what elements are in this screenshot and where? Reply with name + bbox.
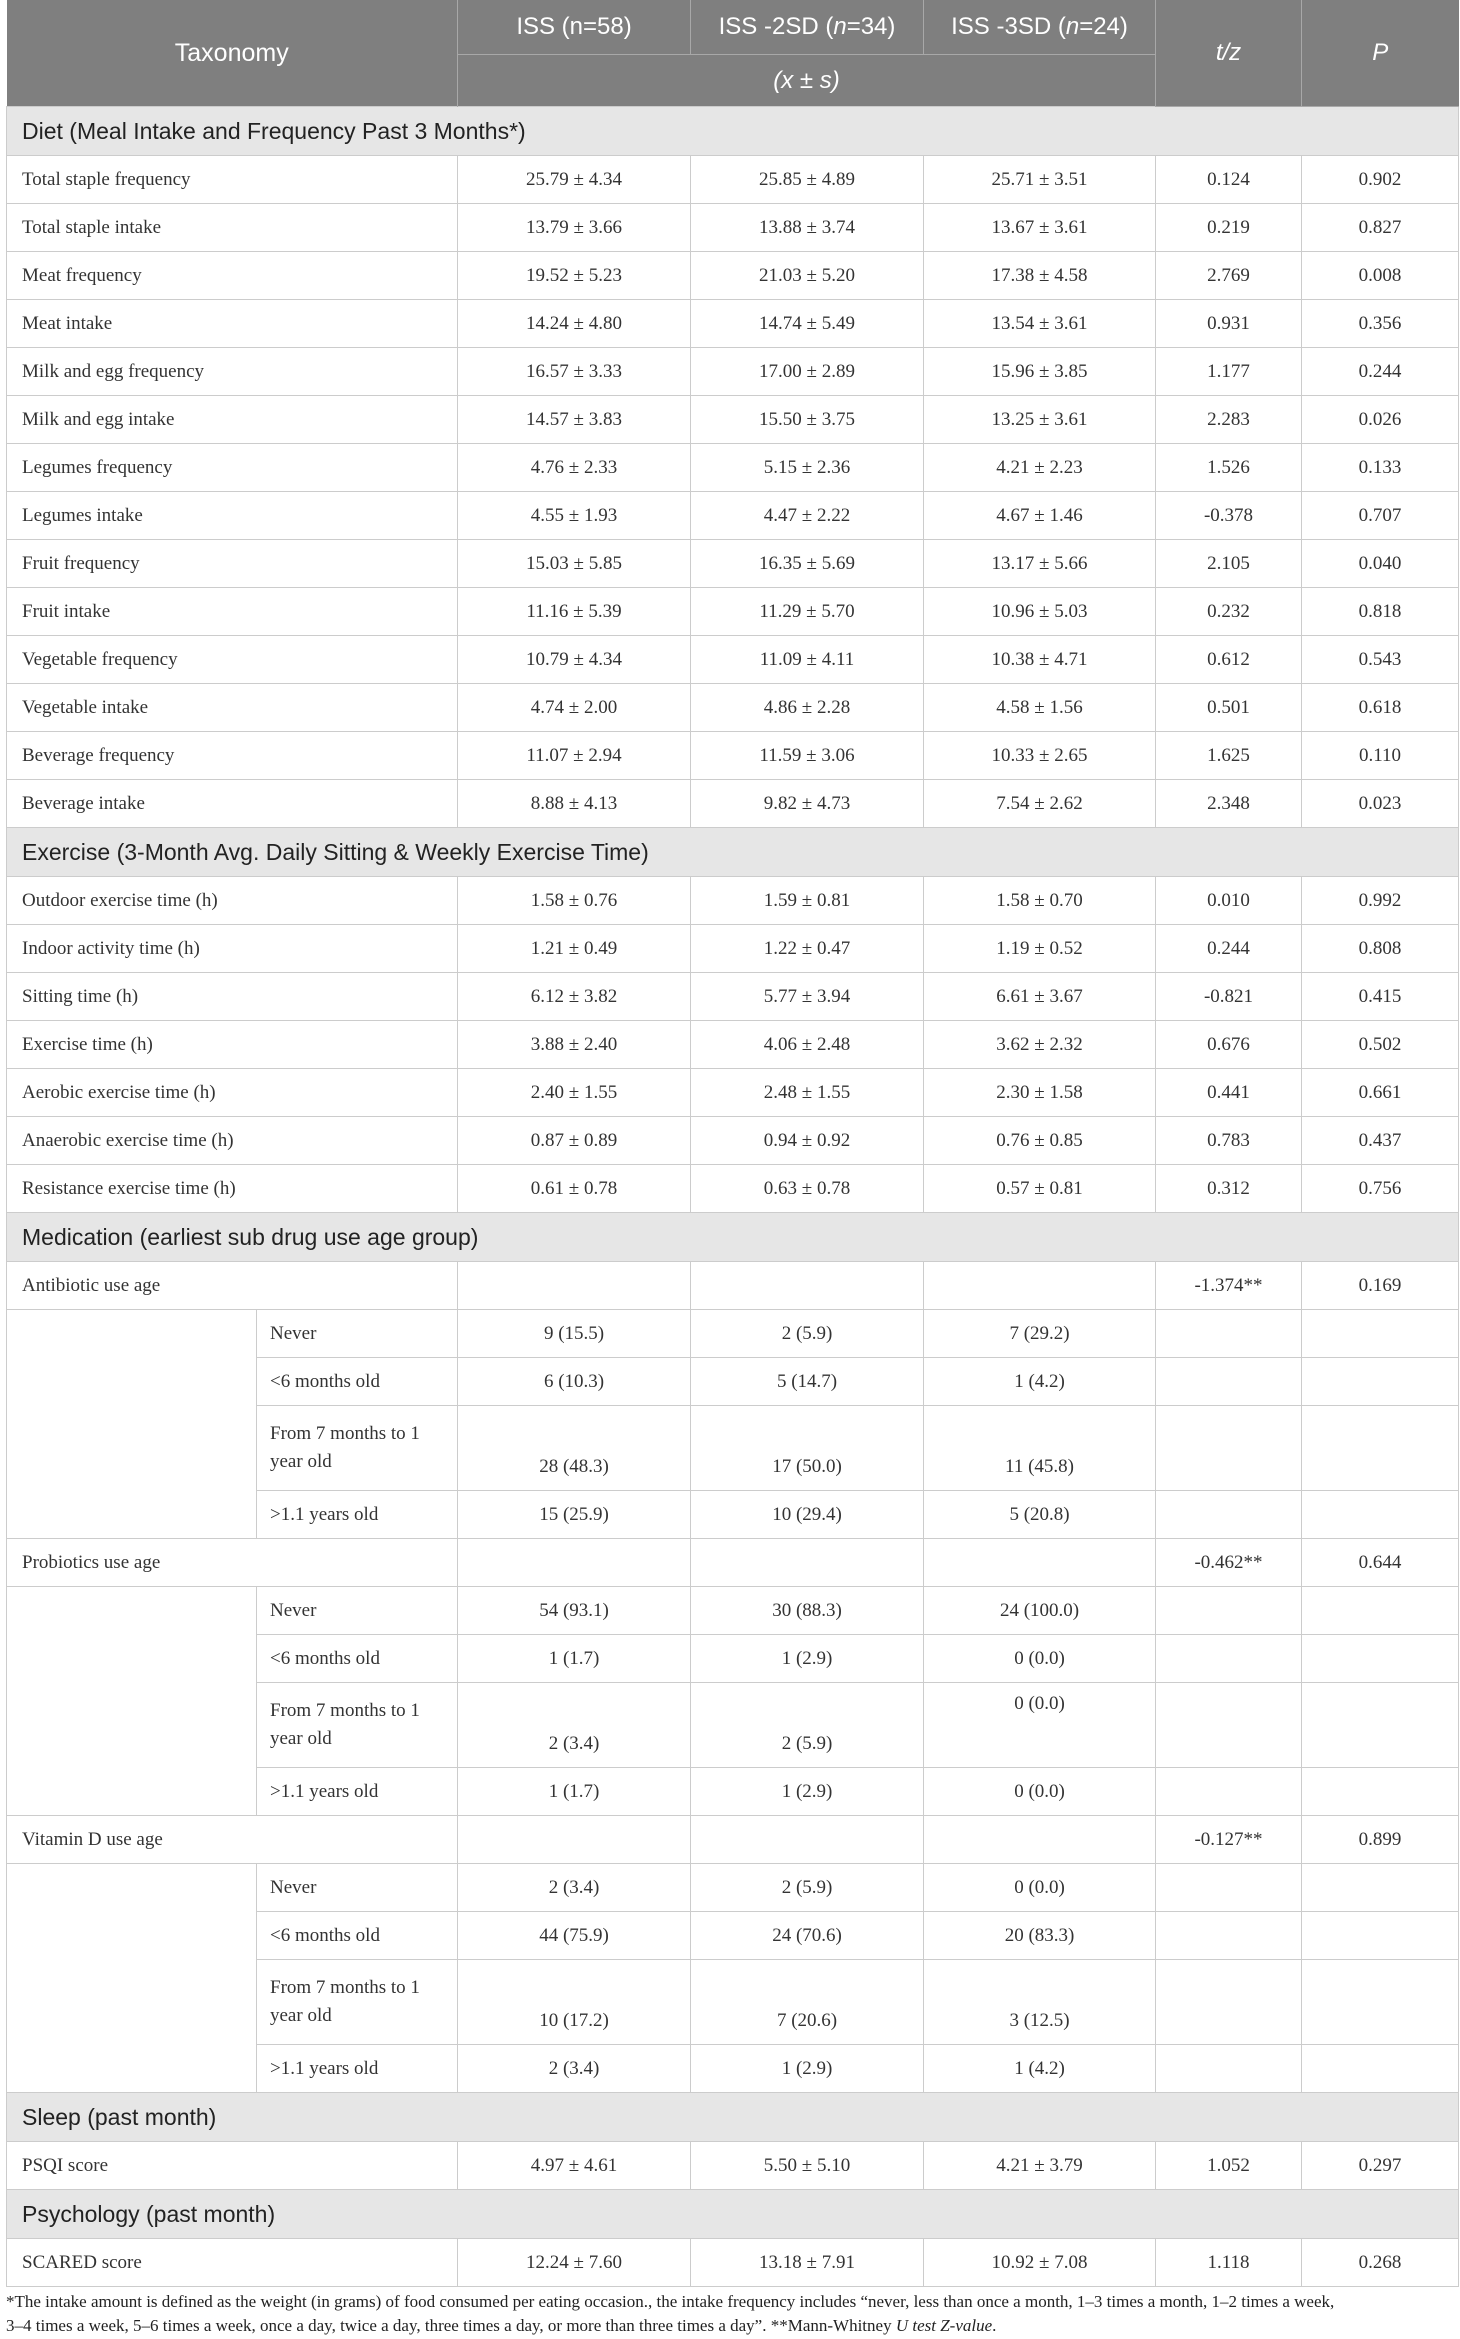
medication-group-row: [7, 1262, 1459, 1310]
iss-2sd-value: 0.94 ± 0.92: [691, 1117, 924, 1165]
table-row: [7, 348, 1459, 396]
iss-2sd-value: 1.22 ± 0.47: [691, 925, 924, 973]
row-label: SCARED score: [7, 2239, 458, 2287]
tz-value: 0.612: [1156, 636, 1302, 684]
iss-3sd-value: 4.21 ± 3.79: [924, 2142, 1156, 2190]
medication-group-row: [7, 1539, 1459, 1587]
row-label: Beverage frequency: [7, 732, 458, 780]
subgroup-label: <6 months old: [257, 1635, 458, 1683]
iss-3sd-value: 0.57 ± 0.81: [924, 1165, 1156, 1213]
medication-subrow: [7, 1864, 1459, 1912]
row-label: Meat frequency: [7, 252, 458, 300]
iss-value: 15.03 ± 5.85: [458, 540, 691, 588]
empty-cell: [1156, 1587, 1302, 1635]
p-value: 0.297: [1302, 2142, 1459, 2190]
iss-3sd-value: 10.38 ± 4.71: [924, 636, 1156, 684]
data-table-container: [6, 0, 1458, 2287]
iss-2sd-value: 4.47 ± 2.22: [691, 492, 924, 540]
medication-group-row: [7, 1816, 1459, 1864]
p-value: 0.133: [1302, 444, 1459, 492]
iss-value: 1.21 ± 0.49: [458, 925, 691, 973]
row-label: Vegetable intake: [7, 684, 458, 732]
p-value: 0.827: [1302, 204, 1459, 252]
tz-value: 0.931: [1156, 300, 1302, 348]
iss-count: 10 (17.2): [458, 1960, 691, 2045]
table-row: [7, 925, 1459, 973]
indent-cell: [7, 1864, 257, 2093]
section-title: Sleep (past month): [7, 2093, 1459, 2142]
iss-3sd-value: 4.58 ± 1.56: [924, 684, 1156, 732]
table-row: [7, 1021, 1459, 1069]
iss-value: 19.52 ± 5.23: [458, 252, 691, 300]
iss-2sd-value: 17.00 ± 2.89: [691, 348, 924, 396]
p-value: 0.808: [1302, 925, 1459, 973]
iss-value: 6.12 ± 3.82: [458, 973, 691, 1021]
empty-cell: [1302, 1960, 1459, 2045]
tz-value: -0.821: [1156, 973, 1302, 1021]
medication-subrow: [7, 1587, 1459, 1635]
tz-value: 1.118: [1156, 2239, 1302, 2287]
p-value: 0.268: [1302, 2239, 1459, 2287]
iss-2sd-value: 5.77 ± 3.94: [691, 973, 924, 1021]
iss-2sd-count: 1 (2.9): [691, 1635, 924, 1683]
empty-cell: [1156, 1683, 1302, 1768]
iss-2sd-value: 13.88 ± 3.74: [691, 204, 924, 252]
iss-2sd-value: 5.50 ± 5.10: [691, 2142, 924, 2190]
subgroup-label: Never: [257, 1587, 458, 1635]
iss-2sd-value: 21.03 ± 5.20: [691, 252, 924, 300]
section-header-medication: [7, 1213, 1459, 1262]
iss-2sd-value: 14.74 ± 5.49: [691, 300, 924, 348]
iss-3sd-count: 11 (45.8): [924, 1406, 1156, 1491]
results-table: [6, 0, 1459, 2287]
p-value: 0.040: [1302, 540, 1459, 588]
iss-2sd-value: 13.18 ± 7.91: [691, 2239, 924, 2287]
empty-cell: [458, 1539, 691, 1587]
iss-value: 14.57 ± 3.83: [458, 396, 691, 444]
header-p: P: [1302, 0, 1459, 107]
iss-value: 2.40 ± 1.55: [458, 1069, 691, 1117]
tz-value: 0.441: [1156, 1069, 1302, 1117]
empty-cell: [1302, 1491, 1459, 1539]
iss-2sd-value: 9.82 ± 4.73: [691, 780, 924, 828]
p-value: 0.026: [1302, 396, 1459, 444]
iss-count: 15 (25.9): [458, 1491, 691, 1539]
empty-cell: [924, 1539, 1156, 1587]
table-row: [7, 973, 1459, 1021]
row-label: Total staple frequency: [7, 156, 458, 204]
empty-cell: [1156, 1310, 1302, 1358]
table-row: [7, 1165, 1459, 1213]
row-label: Legumes frequency: [7, 444, 458, 492]
p-value: 0.618: [1302, 684, 1459, 732]
iss-3sd-value: 1.58 ± 0.70: [924, 877, 1156, 925]
iss-3sd-count: 0 (0.0): [924, 1768, 1156, 1816]
p-value: 0.023: [1302, 780, 1459, 828]
row-label: Sitting time (h): [7, 973, 458, 1021]
section-header-psychology: [7, 2190, 1459, 2239]
iss-2sd-count: 2 (5.9): [691, 1310, 924, 1358]
section-title: Medication (earliest sub drug use age group): [7, 1213, 1459, 1262]
section-header-diet: [7, 107, 1459, 156]
table-row: [7, 204, 1459, 252]
iss-value: 4.76 ± 2.33: [458, 444, 691, 492]
subgroup-label: >1.1 years old: [257, 1768, 458, 1816]
iss-2sd-value: 1.59 ± 0.81: [691, 877, 924, 925]
empty-cell: [1302, 1683, 1459, 1768]
section-title: Diet (Meal Intake and Frequency Past 3 Months*): [7, 107, 1459, 156]
subgroup-label: From 7 months to 1 year old: [257, 1406, 458, 1491]
iss-value: 14.24 ± 4.80: [458, 300, 691, 348]
subgroup-label: From 7 months to 1 year old: [257, 1683, 458, 1768]
p-value: 0.502: [1302, 1021, 1459, 1069]
tz-value: 2.769: [1156, 252, 1302, 300]
iss-3sd-value: 17.38 ± 4.58: [924, 252, 1156, 300]
iss-count: 44 (75.9): [458, 1912, 691, 1960]
row-label: Meat intake: [7, 300, 458, 348]
table-row: [7, 732, 1459, 780]
table-row: [7, 156, 1459, 204]
iss-3sd-count: 0 (0.0): [924, 1864, 1156, 1912]
iss-value: 11.07 ± 2.94: [458, 732, 691, 780]
p-value: 0.244: [1302, 348, 1459, 396]
row-label: Milk and egg intake: [7, 396, 458, 444]
empty-cell: [458, 1262, 691, 1310]
empty-cell: [1156, 1635, 1302, 1683]
section-header-exercise: [7, 828, 1459, 877]
iss-2sd-count: 7 (20.6): [691, 1960, 924, 2045]
p-value: 0.756: [1302, 1165, 1459, 1213]
empty-cell: [691, 1262, 924, 1310]
iss-2sd-count: 10 (29.4): [691, 1491, 924, 1539]
subgroup-label: >1.1 years old: [257, 2045, 458, 2093]
subgroup-label: >1.1 years old: [257, 1491, 458, 1539]
tz-value: 0.232: [1156, 588, 1302, 636]
iss-3sd-value: 13.17 ± 5.66: [924, 540, 1156, 588]
tz-value: 0.501: [1156, 684, 1302, 732]
tz-value: 0.124: [1156, 156, 1302, 204]
p-value: 0.644: [1302, 1539, 1459, 1587]
table-row: [7, 300, 1459, 348]
iss-count: 28 (48.3): [458, 1406, 691, 1491]
empty-cell: [1156, 1406, 1302, 1491]
table-row: [7, 2142, 1459, 2190]
p-value: 0.110: [1302, 732, 1459, 780]
indent-cell: [7, 1587, 257, 1816]
tz-value: 2.348: [1156, 780, 1302, 828]
indent-cell: [7, 1310, 257, 1539]
iss-value: 4.97 ± 4.61: [458, 2142, 691, 2190]
tz-value: 1.526: [1156, 444, 1302, 492]
table-row: [7, 636, 1459, 684]
iss-2sd-count: 17 (50.0): [691, 1406, 924, 1491]
empty-cell: [1302, 1912, 1459, 1960]
iss-value: 0.87 ± 0.89: [458, 1117, 691, 1165]
header-mean-sd: (x ± s): [458, 55, 1156, 107]
subgroup-label: Never: [257, 1310, 458, 1358]
p-value: 0.707: [1302, 492, 1459, 540]
empty-cell: [691, 1816, 924, 1864]
iss-value: 4.55 ± 1.93: [458, 492, 691, 540]
iss-3sd-count: 1 (4.2): [924, 2045, 1156, 2093]
iss-2sd-count: 2 (5.9): [691, 1864, 924, 1912]
iss-3sd-value: 13.25 ± 3.61: [924, 396, 1156, 444]
footnote-line-2: 3–4 times a week, 5–6 times a week, once a day, twice a day, three times a day, or more than three times a day”. **Mann-Whitney U test Z-value.: [6, 2316, 997, 2335]
iss-3sd-value: 15.96 ± 3.85: [924, 348, 1156, 396]
iss-2sd-value: 2.48 ± 1.55: [691, 1069, 924, 1117]
table-body: [7, 107, 1459, 2287]
iss-3sd-value: 6.61 ± 3.67: [924, 973, 1156, 1021]
empty-cell: [1302, 1587, 1459, 1635]
subgroup-label: From 7 months to 1 year old: [257, 1960, 458, 2045]
row-label: Fruit frequency: [7, 540, 458, 588]
iss-3sd-count: 24 (100.0): [924, 1587, 1156, 1635]
row-label: Exercise time (h): [7, 1021, 458, 1069]
tz-value: 2.105: [1156, 540, 1302, 588]
row-label: Fruit intake: [7, 588, 458, 636]
group-label: Vitamin D use age: [7, 1816, 458, 1864]
iss-3sd-value: 13.54 ± 3.61: [924, 300, 1156, 348]
iss-3sd-value: 3.62 ± 2.32: [924, 1021, 1156, 1069]
row-label: Aerobic exercise time (h): [7, 1069, 458, 1117]
iss-2sd-value: 11.59 ± 3.06: [691, 732, 924, 780]
p-value: 0.415: [1302, 973, 1459, 1021]
table-footnote: [6, 2290, 1458, 2338]
empty-cell: [924, 1262, 1156, 1310]
p-value: 0.902: [1302, 156, 1459, 204]
row-label: Vegetable frequency: [7, 636, 458, 684]
empty-cell: [1156, 1491, 1302, 1539]
tz-value: 1.052: [1156, 2142, 1302, 2190]
table-row: [7, 396, 1459, 444]
empty-cell: [1156, 1768, 1302, 1816]
iss-2sd-value: 11.29 ± 5.70: [691, 588, 924, 636]
iss-3sd-value: 10.92 ± 7.08: [924, 2239, 1156, 2287]
row-label: Resistance exercise time (h): [7, 1165, 458, 1213]
section-header-sleep: [7, 2093, 1459, 2142]
iss-value: 0.61 ± 0.78: [458, 1165, 691, 1213]
iss-2sd-value: 0.63 ± 0.78: [691, 1165, 924, 1213]
table-row: [7, 492, 1459, 540]
iss-value: 25.79 ± 4.34: [458, 156, 691, 204]
table-row: [7, 1117, 1459, 1165]
tz-value: -0.462**: [1156, 1539, 1302, 1587]
row-label: Anaerobic exercise time (h): [7, 1117, 458, 1165]
iss-value: 8.88 ± 4.13: [458, 780, 691, 828]
footnote-line-1: *The intake amount is defined as the weight (in grams) of food consumed per eating occasion., the intake frequency includes “never, less than once a month, 1–3 times a month, 1–2 times a week,: [6, 2292, 1335, 2311]
empty-cell: [1302, 1310, 1459, 1358]
iss-value: 11.16 ± 5.39: [458, 588, 691, 636]
iss-3sd-value: 25.71 ± 3.51: [924, 156, 1156, 204]
tz-value: 1.625: [1156, 732, 1302, 780]
p-value: 0.543: [1302, 636, 1459, 684]
header-taxonomy: Taxonomy: [7, 0, 458, 107]
tz-value: 0.312: [1156, 1165, 1302, 1213]
iss-count: 6 (10.3): [458, 1358, 691, 1406]
p-value: 0.169: [1302, 1262, 1459, 1310]
iss-count: 2 (3.4): [458, 2045, 691, 2093]
section-title: Psychology (past month): [7, 2190, 1459, 2239]
iss-3sd-count: 3 (12.5): [924, 1960, 1156, 2045]
p-value: 0.992: [1302, 877, 1459, 925]
p-value: 0.818: [1302, 588, 1459, 636]
empty-cell: [1156, 1358, 1302, 1406]
iss-count: 9 (15.5): [458, 1310, 691, 1358]
empty-cell: [1302, 1406, 1459, 1491]
table-row: [7, 684, 1459, 732]
iss-3sd-value: 4.21 ± 2.23: [924, 444, 1156, 492]
empty-cell: [1156, 1912, 1302, 1960]
tz-value: 1.177: [1156, 348, 1302, 396]
iss-3sd-count: 7 (29.2): [924, 1310, 1156, 1358]
tz-value: -1.374**: [1156, 1262, 1302, 1310]
iss-2sd-value: 4.06 ± 2.48: [691, 1021, 924, 1069]
iss-value: 12.24 ± 7.60: [458, 2239, 691, 2287]
row-label: Beverage intake: [7, 780, 458, 828]
iss-2sd-value: 15.50 ± 3.75: [691, 396, 924, 444]
empty-cell: [1302, 1768, 1459, 1816]
p-value: 0.661: [1302, 1069, 1459, 1117]
row-label: PSQI score: [7, 2142, 458, 2190]
table-row: [7, 588, 1459, 636]
iss-2sd-count: 24 (70.6): [691, 1912, 924, 1960]
iss-2sd-value: 5.15 ± 2.36: [691, 444, 924, 492]
header-iss-3sd: ISS -3SD (n=24): [924, 0, 1156, 55]
table-row: [7, 2239, 1459, 2287]
iss-3sd-count: 1 (4.2): [924, 1358, 1156, 1406]
subgroup-label: Never: [257, 1864, 458, 1912]
iss-count: 1 (1.7): [458, 1768, 691, 1816]
iss-2sd-value: 11.09 ± 4.11: [691, 636, 924, 684]
empty-cell: [458, 1816, 691, 1864]
table-row: [7, 1069, 1459, 1117]
iss-3sd-value: 2.30 ± 1.58: [924, 1069, 1156, 1117]
tz-value: 0.010: [1156, 877, 1302, 925]
group-label: Antibiotic use age: [7, 1262, 458, 1310]
row-label: Total staple intake: [7, 204, 458, 252]
empty-cell: [1302, 1635, 1459, 1683]
tz-value: 0.219: [1156, 204, 1302, 252]
empty-cell: [1302, 1864, 1459, 1912]
iss-value: 16.57 ± 3.33: [458, 348, 691, 396]
table-row: [7, 780, 1459, 828]
empty-cell: [1302, 1358, 1459, 1406]
table-row: [7, 540, 1459, 588]
iss-2sd-value: 16.35 ± 5.69: [691, 540, 924, 588]
empty-cell: [691, 1539, 924, 1587]
iss-2sd-count: 5 (14.7): [691, 1358, 924, 1406]
iss-value: 10.79 ± 4.34: [458, 636, 691, 684]
iss-3sd-value: 10.96 ± 5.03: [924, 588, 1156, 636]
row-label: Legumes intake: [7, 492, 458, 540]
iss-2sd-value: 25.85 ± 4.89: [691, 156, 924, 204]
iss-value: 13.79 ± 3.66: [458, 204, 691, 252]
group-label: Probiotics use age: [7, 1539, 458, 1587]
iss-2sd-count: 2 (5.9): [691, 1683, 924, 1768]
iss-value: 1.58 ± 0.76: [458, 877, 691, 925]
table-row: [7, 877, 1459, 925]
subgroup-label: <6 months old: [257, 1358, 458, 1406]
iss-3sd-value: 4.67 ± 1.46: [924, 492, 1156, 540]
iss-3sd-value: 0.76 ± 0.85: [924, 1117, 1156, 1165]
empty-cell: [1156, 1960, 1302, 2045]
section-title: Exercise (3-Month Avg. Daily Sitting & Weekly Exercise Time): [7, 828, 1459, 877]
iss-3sd-count: 0 (0.0): [924, 1635, 1156, 1683]
iss-3sd-count: 20 (83.3): [924, 1912, 1156, 1960]
iss-2sd-value: 4.86 ± 2.28: [691, 684, 924, 732]
p-value: 0.008: [1302, 252, 1459, 300]
empty-cell: [1156, 2045, 1302, 2093]
iss-3sd-value: 1.19 ± 0.52: [924, 925, 1156, 973]
iss-3sd-value: 10.33 ± 2.65: [924, 732, 1156, 780]
table-row: [7, 444, 1459, 492]
empty-cell: [924, 1816, 1156, 1864]
subgroup-label: <6 months old: [257, 1912, 458, 1960]
header-iss-2sd: ISS -2SD (n=34): [691, 0, 924, 55]
tz-value: 0.676: [1156, 1021, 1302, 1069]
iss-count: 1 (1.7): [458, 1635, 691, 1683]
empty-cell: [1302, 2045, 1459, 2093]
tz-value: 0.783: [1156, 1117, 1302, 1165]
tz-value: -0.127**: [1156, 1816, 1302, 1864]
p-value: 0.437: [1302, 1117, 1459, 1165]
iss-3sd-count: 0 (0.0): [924, 1683, 1156, 1768]
header-tz: t/z: [1156, 0, 1302, 107]
medication-subrow: [7, 1310, 1459, 1358]
iss-count: 2 (3.4): [458, 1864, 691, 1912]
iss-2sd-count: 1 (2.9): [691, 1768, 924, 1816]
p-value: 0.356: [1302, 300, 1459, 348]
row-label: Milk and egg frequency: [7, 348, 458, 396]
tz-value: 2.283: [1156, 396, 1302, 444]
row-label: Indoor activity time (h): [7, 925, 458, 973]
table-row: [7, 252, 1459, 300]
tz-value: -0.378: [1156, 492, 1302, 540]
header-iss: ISS (n=58): [458, 0, 691, 55]
tz-value: 0.244: [1156, 925, 1302, 973]
iss-value: 3.88 ± 2.40: [458, 1021, 691, 1069]
row-label: Outdoor exercise time (h): [7, 877, 458, 925]
iss-2sd-count: 1 (2.9): [691, 2045, 924, 2093]
iss-count: 2 (3.4): [458, 1683, 691, 1768]
iss-count: 54 (93.1): [458, 1587, 691, 1635]
iss-3sd-value: 13.67 ± 3.61: [924, 204, 1156, 252]
empty-cell: [1156, 1864, 1302, 1912]
iss-value: 4.74 ± 2.00: [458, 684, 691, 732]
iss-3sd-value: 7.54 ± 2.62: [924, 780, 1156, 828]
p-value: 0.899: [1302, 1816, 1459, 1864]
iss-2sd-count: 30 (88.3): [691, 1587, 924, 1635]
iss-3sd-count: 5 (20.8): [924, 1491, 1156, 1539]
